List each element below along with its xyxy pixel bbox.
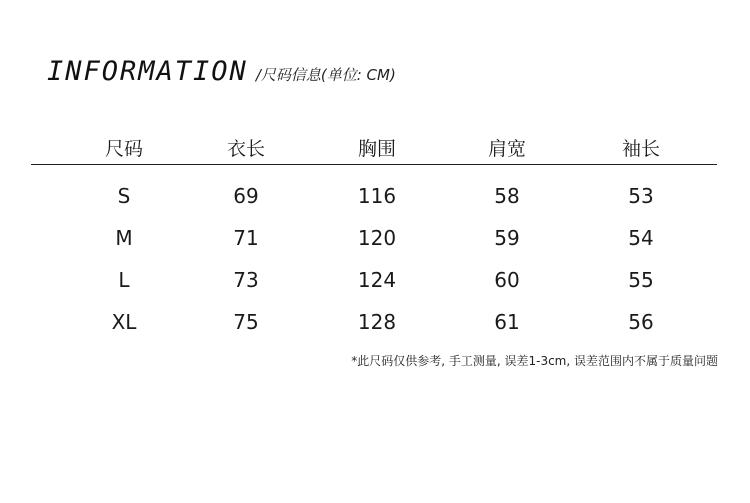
header-chest: 胸围 [357, 138, 396, 160]
cell-shoulder: 61 [494, 310, 520, 334]
table-row [0, 307, 750, 337]
cell-chest: 116 [357, 184, 397, 208]
cell-chest: 120 [357, 226, 397, 250]
header-size: 尺码 [104, 138, 143, 160]
cell-size: S [117, 184, 131, 208]
cell-size: XL [111, 310, 137, 334]
title-main: INFORMATION [47, 56, 248, 87]
cell-length: 75 [233, 310, 259, 334]
page-title [47, 56, 396, 96]
cell-shoulder: 59 [494, 226, 520, 250]
cell-sleeve: 54 [628, 226, 654, 250]
title-subtitle: /尺码信息(单位: CM) [255, 66, 396, 84]
cell-shoulder: 60 [494, 268, 520, 292]
header-sleeve: 袖长 [621, 138, 660, 160]
table-header [0, 134, 750, 164]
cell-chest: 128 [357, 310, 397, 334]
cell-sleeve: 53 [628, 184, 654, 208]
measurement-note: *此尺码仅供参考, 手工测量, 误差1-3cm, 误差范围内不属于质量问题 [351, 354, 718, 368]
header-divider [31, 164, 717, 165]
cell-size: M [115, 226, 133, 250]
table-row [0, 181, 750, 211]
cell-shoulder: 58 [494, 184, 520, 208]
header-length: 衣长 [226, 138, 265, 160]
table-row [0, 223, 750, 253]
cell-size: L [118, 268, 130, 292]
cell-length: 69 [233, 184, 259, 208]
cell-length: 71 [233, 226, 259, 250]
table-row [0, 265, 750, 295]
header-shoulder: 肩宽 [487, 138, 526, 160]
cell-length: 73 [233, 268, 259, 292]
cell-sleeve: 55 [628, 268, 654, 292]
cell-sleeve: 56 [628, 310, 654, 334]
cell-chest: 124 [357, 268, 397, 292]
